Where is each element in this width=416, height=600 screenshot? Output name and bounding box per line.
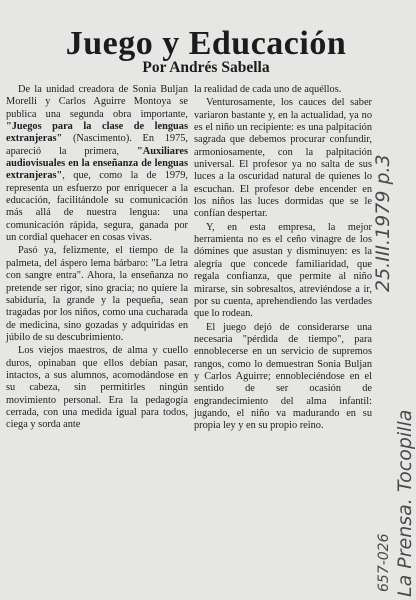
paragraph-text: Pasó ya, felizmente, el tiempo de la palmeta, del áspero lema bárbaro: "La letra con sangre entra". Ahora, la enseñanza no pretende ser rigor, sino gracia; no quiere la sabiduría, la grande y la pequeña, sean tragadas por los niños, como una cucharada de medicina, sino gozadas y adquiridas en júbilo de su descubrimiento. xyxy=(6,245,188,343)
paragraph xyxy=(194,322,372,433)
book-title-text: "Auxiliares audiovisuales en la enseñanza de lenguas extranjeras" xyxy=(6,145,188,182)
paragraph xyxy=(6,345,188,431)
paragraph xyxy=(6,84,188,244)
paragraph xyxy=(194,222,372,321)
right-text-column xyxy=(194,84,372,600)
left-text-column xyxy=(6,84,188,600)
article-title: Juego y Educación xyxy=(65,24,347,62)
paragraph xyxy=(6,245,188,344)
handwritten-source-note: La Prensa. Tocopilla xyxy=(394,409,416,597)
article-byline: Por Andrés Sabella xyxy=(142,59,270,76)
paragraph-text: Venturosamente, los cauces del saber variaron bastante y, en la actualidad, ya no es el niño un recipiente: es una palpitación sagrada que debemos procurar confundir, armoniosamente, con la palpitación universal. El profesor ya no salta de sus luces a la oscuridad natural de quienes lo escuchan. El profesor debe encender en los niños las luces dormidas que se le confían despertar. xyxy=(194,97,372,220)
paragraph-text: Los viejos maestros, de alma y cuello duros, opinaban que ellos debían pasar, intactos, a sus alumnos, acomodándose en su cabeza, sin permitirles ningún movimiento personal. Era la pedagogía cerrada, con una medida igual para todos, ciega y sorda ante xyxy=(6,345,188,431)
paragraph-text: , que, como la de 1979, representa un esfuerzo por enriquecer a la educación, facilitándole su comunicación más allá de nuestra lengua: una comunicación rápida, segura, ganada por un cordial quehacer en cosas vivas. xyxy=(6,170,188,244)
paragraph xyxy=(194,84,372,96)
paragraph-text: El juego dejó de considerarse una necesaria "pérdida de tiempo", para ennoblecerse en un servicio de supremos rangos, como lo demuestran Sonia Buljan y Carlos Aguirre; ennobleciéndose en el sentido de ser ocasión de engrandecimiento del alma infantil: jugando, el niño va madurando en su propia ley y en su propio reino. xyxy=(194,321,372,432)
paragraph xyxy=(194,97,372,220)
paragraph-text: De la unidad creadora de Sonia Buljan Morelli y Carlos Aguirre Montoya se publica una segunda obra importante, xyxy=(6,84,188,120)
paragraph-text: Y, en esta empresa, la mejor herramienta no es el ceño vinagre de los dómines que asustan y disminuyen: es la alegría que concede familiaridad, que regala confianza, que permite al niño mirarse, sin sobresaltos, atreviéndose a ir, por su cuenta, aprehendiendo las verdades que lo rodean. xyxy=(194,221,372,320)
handwritten-code-note: 657-026 xyxy=(376,533,392,592)
paragraph-text: (Nascimento). En 1975, apareció la primera, xyxy=(6,133,188,157)
book-title-text: "Juegos para la clase de lenguas extranjeras" xyxy=(6,121,188,145)
handwritten-date-note: 25.III.1979 p.3 xyxy=(372,154,394,292)
paragraph-text: la realidad de cada uno de aquéllos. xyxy=(194,84,342,95)
